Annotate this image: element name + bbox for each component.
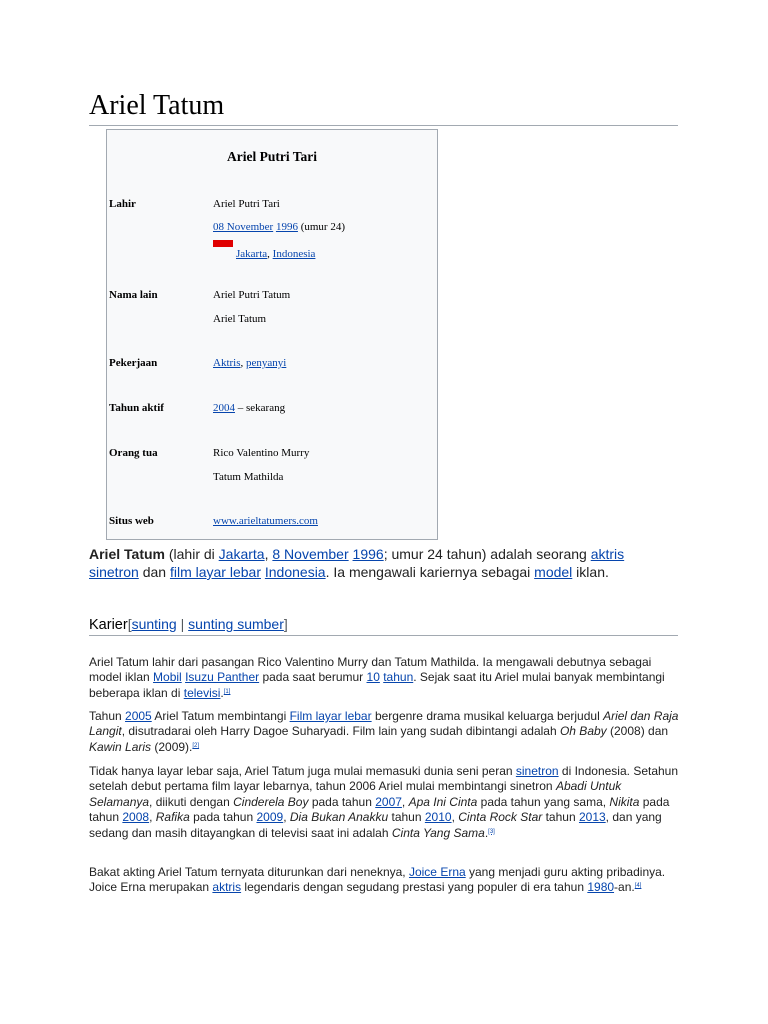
infobox-years-active xyxy=(213,402,285,414)
italic-text: Cinta Yang Sama xyxy=(391,825,485,840)
section-heading-karier xyxy=(89,616,288,633)
text-run: . xyxy=(220,685,224,700)
text-run: , disutradarai oleh Harry Dagoe Suharyadi. Film lain yang sudah dibintangi adalah xyxy=(121,724,560,739)
text-run: tahun xyxy=(542,810,579,825)
infobox-label-pekerjaan: Pekerjaan xyxy=(109,357,158,369)
infobox-label-nama-lain: Nama lain xyxy=(109,289,158,301)
infobox-alias-2: Ariel Tatum xyxy=(213,313,267,325)
occupation-separator: , xyxy=(240,357,246,369)
text-run: pada tahun xyxy=(308,794,376,809)
infobox-label-situs-web: Situs web xyxy=(109,515,154,527)
birth-place-separator: , xyxy=(267,248,273,260)
inline-link[interactable]: model xyxy=(534,564,573,580)
active-years-rest: – sekarang xyxy=(235,402,286,414)
inline-link[interactable]: televisi xyxy=(183,685,221,700)
section-divider xyxy=(89,635,678,636)
inline-link[interactable]: sinetron xyxy=(515,764,559,778)
text-run: Bakat akting Ariel Tatum ternyata diturunkan dari neneknya, xyxy=(89,865,409,879)
infobox-label-lahir: Lahir xyxy=(109,198,136,210)
text-run: pada tahun xyxy=(89,794,670,825)
inline-link[interactable]: 2007 xyxy=(375,794,402,809)
infobox xyxy=(106,129,438,540)
text-run: . Ia mengawali kariernya sebagai xyxy=(325,564,535,580)
text-run: pada saat berumur xyxy=(259,670,367,685)
inline-link[interactable]: aktris xyxy=(590,546,625,562)
text-run: , diikuti dengan xyxy=(149,794,234,809)
lead-paragraph xyxy=(89,545,629,581)
text-run: tahun xyxy=(388,810,425,825)
paragraph-1 xyxy=(89,655,679,701)
inline-link[interactable]: 1980 xyxy=(587,880,615,895)
inline-link[interactable]: 2010 xyxy=(424,810,452,825)
text-run: pada tahun xyxy=(189,810,257,825)
infobox-parent-1: Rico Valentino Murry xyxy=(213,447,310,459)
edit-source-link[interactable]: sunting sumber xyxy=(188,616,284,632)
birth-year-link[interactable]: 1996 xyxy=(275,221,298,233)
edit-section-links xyxy=(128,616,288,632)
italic-text: Cinderela Boy xyxy=(233,794,309,809)
reference-link[interactable]: [4] xyxy=(634,883,642,890)
text-run: , xyxy=(451,810,459,825)
inline-link[interactable]: Film layar lebar xyxy=(289,709,372,723)
text-run: (2008) dan xyxy=(606,724,669,739)
text-run: legendaris dengan segudang prestasi yang populer di era tahun xyxy=(241,880,588,895)
italic-text: Rafika xyxy=(155,810,190,825)
occupation-link-aktris[interactable]: Aktris xyxy=(213,357,241,369)
text-run: ; umur 24 tahun) adalah seorang xyxy=(383,546,591,562)
inline-link[interactable]: 2005 xyxy=(125,709,152,723)
inline-link[interactable]: Isuzu Panther xyxy=(185,670,260,685)
italic-text: Ariel dan Raja Langit xyxy=(89,709,679,739)
paragraph-3 xyxy=(89,764,679,841)
text-run: Tahun xyxy=(89,709,126,723)
infobox-birth-place xyxy=(213,238,315,262)
inline-link[interactable]: 10 xyxy=(366,670,380,685)
italic-text: Cinta Rock Star xyxy=(458,810,543,825)
infobox-title: Ariel Putri Tari xyxy=(227,149,317,164)
section-heading-text: Karier xyxy=(89,617,128,633)
birth-country-link[interactable]: Indonesia xyxy=(272,248,316,260)
title-divider xyxy=(89,125,678,126)
inline-link[interactable]: 2008 xyxy=(122,810,150,825)
infobox-alias-1: Ariel Putri Tatum xyxy=(213,289,291,301)
inline-link[interactable]: Joice Erna xyxy=(408,865,466,879)
text-run: Ariel Tatum lahir dari pasangan Rico Valentino Murry dan Tatum Mathilda. Ia mengawali debutnya sebagai model iklan xyxy=(89,655,652,685)
flag-icon xyxy=(213,240,233,247)
text-run: , xyxy=(401,794,409,809)
inline-link[interactable]: aktris xyxy=(212,880,242,895)
text-run: dan xyxy=(138,564,170,580)
reference-link[interactable]: [2] xyxy=(192,742,200,749)
inline-link[interactable]: 2013 xyxy=(578,810,606,825)
inline-link[interactable]: 1996 xyxy=(352,546,384,562)
edit-open-bracket: [ xyxy=(127,616,132,632)
active-year-link[interactable]: 2004 xyxy=(213,402,235,414)
text-run: di Indonesia. Setahun setelah debut pertama film layar lebarnya, tahun 2006 Ariel mulai membintangi sinetron xyxy=(89,764,679,794)
text-run: , xyxy=(264,546,273,562)
occupation-link-penyanyi[interactable]: penyanyi xyxy=(246,357,287,369)
italic-text: Kawin Laris xyxy=(89,739,152,754)
italic-text: Dia Bukan Anakku xyxy=(289,810,389,825)
inline-link[interactable]: tahun xyxy=(383,670,414,685)
text-run: iklan. xyxy=(572,564,609,580)
italic-text: Abadi Untuk Selamanya xyxy=(89,779,622,809)
italic-text: Apa Ini Cinta xyxy=(408,794,478,809)
italic-text: Oh Baby xyxy=(559,724,607,739)
text-run: yang menjadi guru akting pribadinya. Joice Erna merupakan xyxy=(89,865,666,895)
infobox-label-tahun-aktif: Tahun aktif xyxy=(109,402,164,414)
inline-link[interactable]: Jakarta xyxy=(218,546,265,562)
reference-link[interactable]: [3] xyxy=(488,828,495,835)
text-run: . Sejak saat itu Ariel mulai banyak membintangi beberapa iklan di xyxy=(89,670,665,700)
edit-section-link[interactable]: sunting xyxy=(131,616,177,632)
inline-link[interactable]: 8 November xyxy=(272,546,349,562)
inline-link[interactable]: Indonesia xyxy=(264,564,326,580)
text-run: , dan yang sedang dan masih ditayangkan di televisi saat ini adalah xyxy=(89,810,662,840)
italic-text: Nikita xyxy=(609,794,640,809)
infobox-label-orang-tua: Orang tua xyxy=(109,447,158,459)
text-run: Tidak hanya layar lebar saja, Ariel Tatum juga mulai memasuki dunia seni peran xyxy=(89,764,516,778)
paragraph-4 xyxy=(89,865,679,896)
text-run: bergenre drama musikal keluarga berjudul xyxy=(371,709,604,723)
text-run: , xyxy=(149,810,156,825)
birth-age: (umur 24) xyxy=(300,221,345,233)
inline-link[interactable]: 2009 xyxy=(256,810,284,825)
bold-text: Ariel Tatum xyxy=(89,546,165,562)
text-run: . xyxy=(484,825,489,840)
inline-link[interactable]: sinetron xyxy=(89,564,139,580)
text-run: (2009). xyxy=(151,739,193,754)
inline-link[interactable]: film layar lebar xyxy=(169,564,261,580)
text-run: , xyxy=(283,810,290,825)
birth-city-link[interactable]: Jakarta xyxy=(236,248,268,260)
infobox-parent-2: Tatum Mathilda xyxy=(213,471,284,483)
paragraph-2 xyxy=(89,709,679,755)
infobox-website xyxy=(213,515,318,527)
edit-link-separator: | xyxy=(176,616,189,632)
text-run: pada tahun yang sama, xyxy=(477,794,610,809)
reference-link[interactable]: [1] xyxy=(223,688,231,695)
text-run: -an. xyxy=(614,880,635,895)
inline-link[interactable]: Mobil xyxy=(153,670,182,685)
infobox-occupation xyxy=(213,357,286,369)
website-link[interactable]: www.arieltatumers.com xyxy=(213,515,318,527)
text-run: (lahir di xyxy=(164,546,219,562)
infobox-birth-date xyxy=(213,221,345,233)
infobox-birth-name: Ariel Putri Tari xyxy=(213,198,280,210)
text-run: Ariel Tatum membintangi xyxy=(151,709,290,723)
edit-close-bracket: ] xyxy=(283,616,288,632)
birth-date-link[interactable]: 08 November xyxy=(213,221,274,233)
page-title: Ariel Tatum xyxy=(89,90,225,121)
